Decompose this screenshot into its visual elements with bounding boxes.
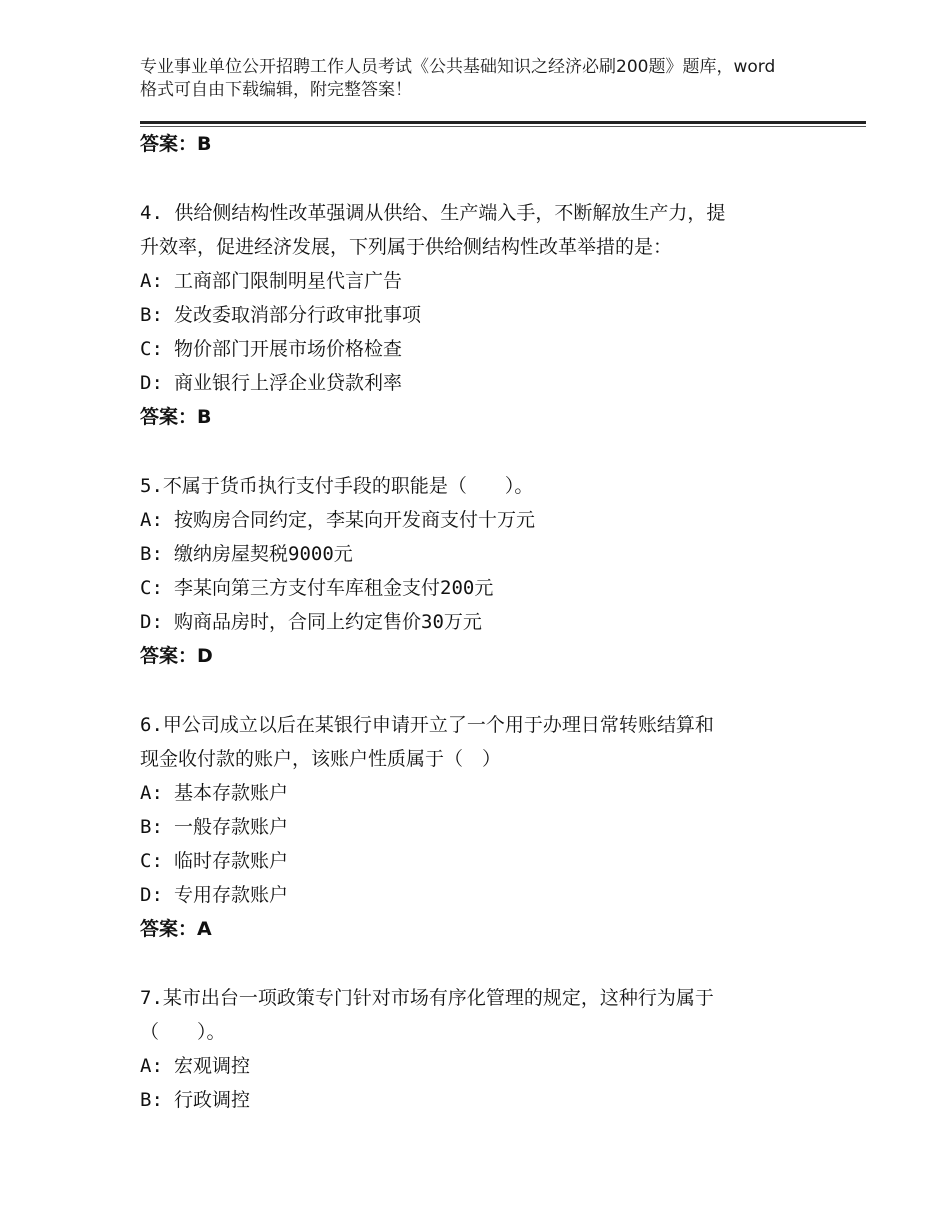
question-4	[140, 196, 820, 434]
option-c: C: 物价部门开展市场价格检查	[140, 338, 403, 360]
option-c: C: 临时存款账户	[140, 850, 289, 872]
question-stem: 5.不属于货币执行支付手段的职能是（ ）。	[140, 475, 534, 497]
header-rule-thick	[140, 121, 866, 124]
answer-line: 答案：B	[140, 406, 212, 428]
option-a: A: 工商部门限制明星代言广告	[140, 270, 403, 292]
question-list	[140, 126, 820, 1117]
answer-line-previous: 答案：B	[140, 133, 212, 155]
option-d: D: 专用存款账户	[140, 884, 289, 906]
option-a: A: 按购房合同约定，李某向开发商支付十万元	[140, 509, 536, 531]
question-stem: 7.某市出台一项政策专门针对市场有序化管理的规定，这种行为属于 （ ）。	[140, 987, 714, 1043]
question-stem: 6.甲公司成立以后在某银行申请开立了一个用于办理日常转账结算和 现金收付款的账户，该账户性质属于（ ）	[140, 714, 714, 770]
option-b: B: 行政调控	[140, 1089, 251, 1111]
option-b: B: 一般存款账户	[140, 816, 289, 838]
option-b: B: 缴纳房屋契税9000元	[140, 543, 353, 565]
question-7	[140, 981, 820, 1117]
answer-line: 答案：D	[140, 645, 213, 667]
question-5	[140, 469, 820, 673]
option-a: A: 基本存款账户	[140, 782, 289, 804]
option-d: D: 购商品房时，合同上约定售价30万元	[140, 611, 482, 633]
question-stem: 4. 供给侧结构性改革强调从供给、生产端入手，不断解放生产力，提 升效率，促进经济发展，下列属于供给侧结构性改革举措的是：	[140, 202, 726, 258]
header-title: 专业事业单位公开招聘工作人员考试《公共基础知识之经济必刷200题》题库，word格式可自由下载编辑，附完整答案！	[140, 57, 776, 100]
question-6	[140, 708, 820, 946]
option-b: B: 发改委取消部分行政审批事项	[140, 304, 422, 326]
answer-line: 答案：A	[140, 918, 212, 940]
option-d: D: 商业银行上浮企业贷款利率	[140, 372, 403, 394]
option-c: C: 李某向第三方支付车库租金支付200元	[140, 577, 494, 599]
document-header	[140, 56, 780, 102]
option-a: A: 宏观调控	[140, 1055, 251, 1077]
